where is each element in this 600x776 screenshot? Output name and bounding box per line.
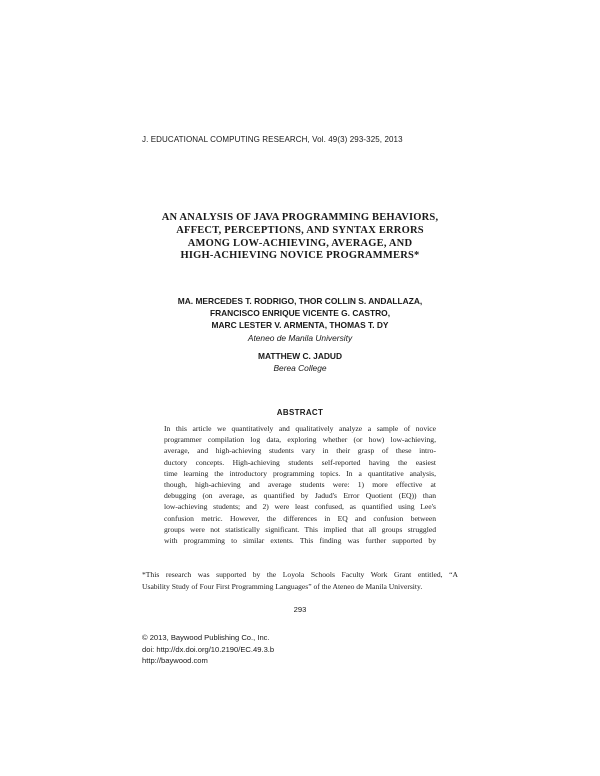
- copyright-line: © 2013, Baywood Publishing Co., Inc.: [142, 633, 270, 642]
- affiliation: Berea College: [273, 363, 327, 374]
- footnote: [142, 569, 458, 593]
- page-number: 293: [293, 605, 307, 614]
- title-line: HIGH-ACHIEVING NOVICE PROGRAMMERS*: [180, 250, 420, 262]
- abstract-heading: ABSTRACT: [276, 408, 324, 417]
- paper-title: [80, 212, 520, 263]
- author-line: MA. MERCEDES T. RODRIGO, THOR COLLIN S. ANDALLAZA,: [177, 296, 423, 306]
- abstract-line: low-achieving students; and 2) were least confused, as quantified using Lee's: [164, 502, 436, 512]
- publisher-url: http://baywood.com: [142, 656, 208, 666]
- author-line: MATTHEW C. JADUD: [257, 350, 343, 361]
- abstract-line: groups were not statistically significant. This implied that all groups struggled: [164, 524, 436, 534]
- abstract-line: In this article we quantitatively and qualitatively analyze a sample of novice: [164, 424, 436, 433]
- abstract-line: average, and high-achieving students vary in their grasp of these intro-: [164, 446, 436, 456]
- abstract-line: ductory concepts. High-achieving students self-reported having the easiest: [164, 457, 436, 467]
- journal-citation: J. EDUCATIONAL COMPUTING RESEARCH, Vol. 49(3) 293-325, 2013: [142, 135, 403, 144]
- author-line: MARC LESTER V. ARMENTA, THOMAS T. DY: [211, 320, 389, 331]
- title-line: AMONG LOW-ACHIEVING, AVERAGE, AND: [187, 237, 413, 249]
- doi-line: doi: http://dx.doi.org/10.2190/EC.49.3.b: [142, 644, 275, 654]
- title-line: AN ANALYSIS OF JAVA PROGRAMMING BEHAVIORS,: [161, 212, 439, 223]
- abstract-line: confusion metric. However, the differences in EQ and confusion between: [164, 513, 436, 523]
- abstract-line: time learning the introductory programming topics. In a quantitative analysis,: [164, 468, 436, 478]
- abstract-line: programmer compilation log data, exploring whether (or how) low-achieving,: [164, 435, 436, 445]
- abstract-line: with programming to similar extents. This finding was further supported by: [164, 536, 436, 546]
- title-line: AFFECT, PERCEPTIONS, AND SYNTAX ERRORS: [176, 224, 424, 236]
- abstract-text: [164, 423, 436, 546]
- footnote-line: Usability Study of Four First Programming Languages” of the Ateneo de Manila University.: [142, 582, 423, 591]
- abstract-line: though, high-achieving and average students were: 1) more effective at: [164, 480, 436, 490]
- footnote-line: *This research was supported by the Loyola Schools Faculty Work Grant entitled, “A: [142, 570, 458, 579]
- copyright-block: [142, 632, 274, 667]
- author-block: [80, 295, 520, 374]
- abstract-line: debugging (on average, as quantified by Jadud's Error Quotient (EQ)) than: [164, 491, 436, 501]
- author-line: FRANCISCO ENRIQUE VICENTE G. CASTRO,: [209, 308, 391, 319]
- affiliation: Ateneo de Manila University: [247, 332, 353, 343]
